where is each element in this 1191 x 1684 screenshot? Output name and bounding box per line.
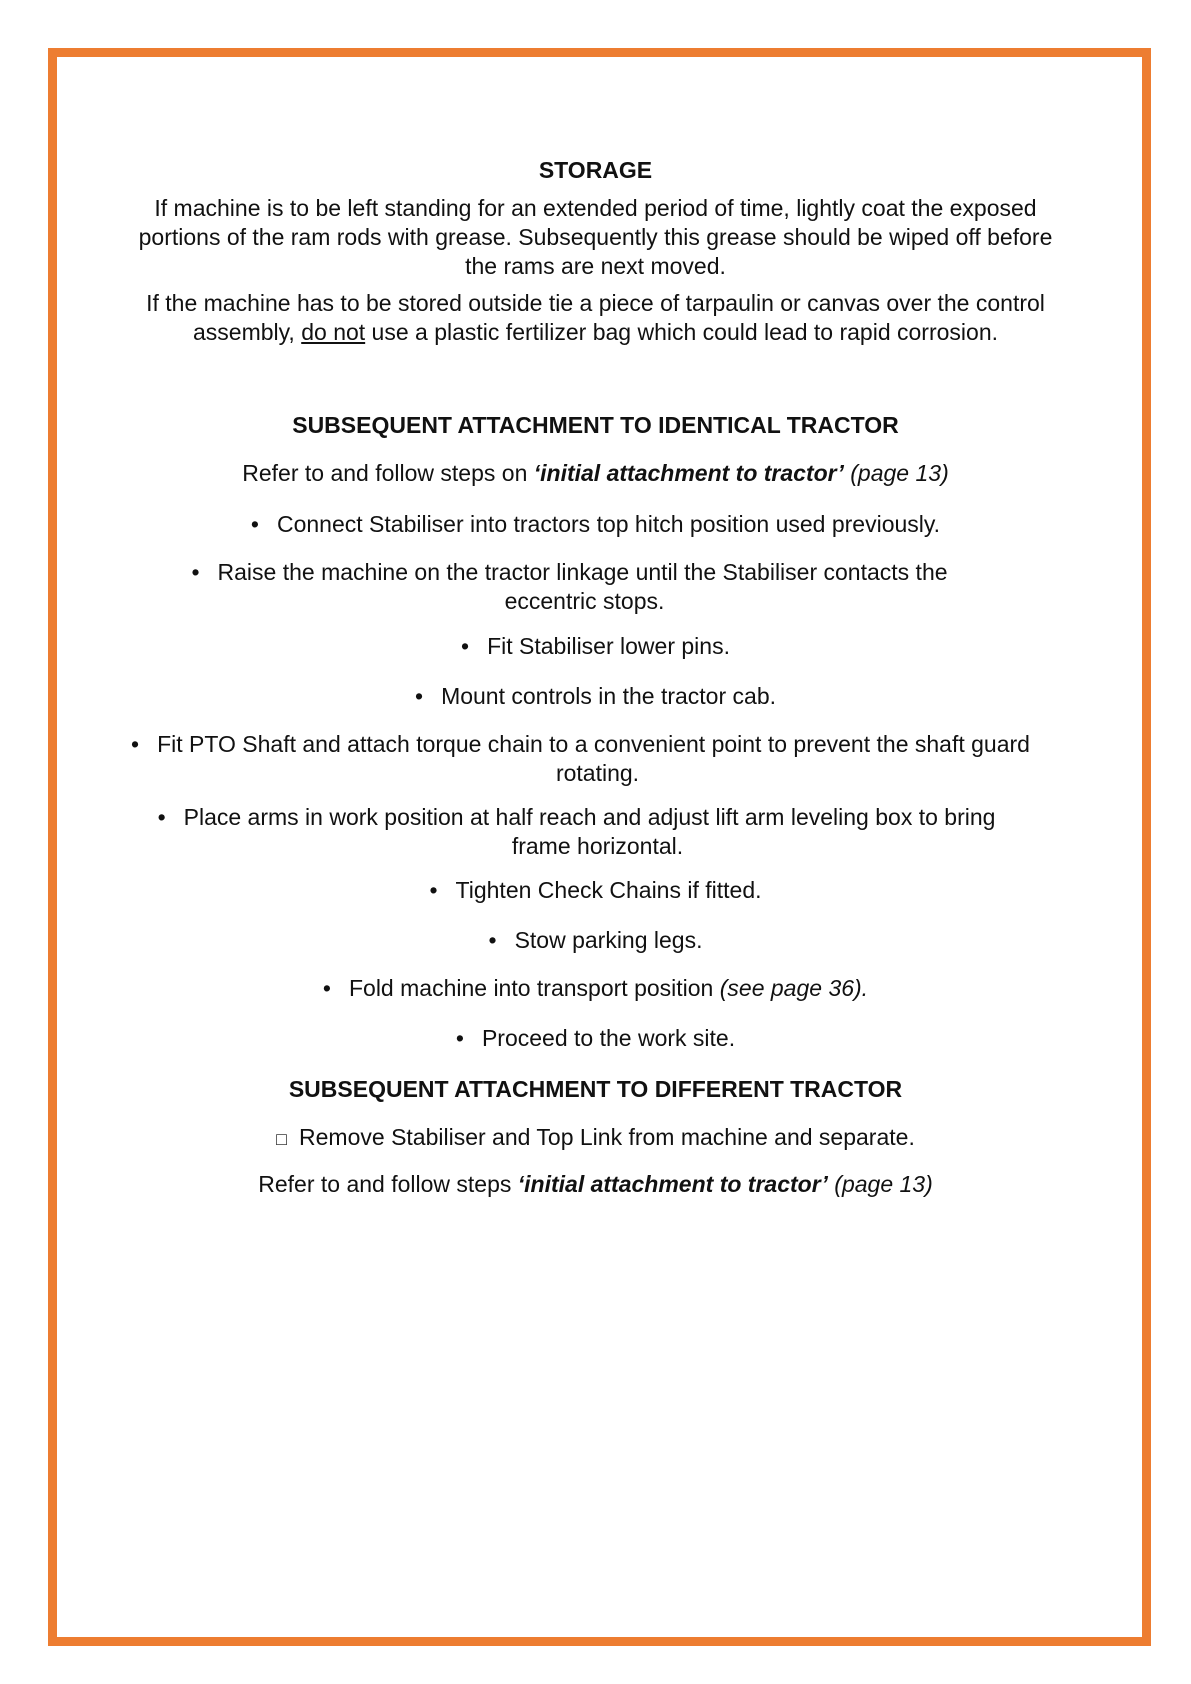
bullet-icon: • [131,731,140,757]
storage-para1-line3: the rams are next moved. [465,253,726,279]
step-text: Connect Stabiliser into tractors top hitch position used previously. [276,511,941,537]
storage-heading: STORAGE [538,157,653,183]
do-not-emphasis: do not [301,319,366,345]
identical-tractor-heading: SUBSEQUENT ATTACHMENT TO IDENTICAL TRACTOR [292,412,899,438]
different-refer-line [0,1170,1191,1199]
refer-title: ‘initial attachment to tractor’ [533,460,844,486]
step-mount-controls [0,682,1191,711]
step-tighten-check-chains [0,876,1191,905]
refer-text: Refer to and follow steps on [242,460,534,486]
storage-para1-line1: If machine is to be left standing for an extended period of time, lightly coat the exposed [154,195,1037,221]
storage-para2-text-a: assembly, [193,319,302,345]
storage-para1-line2: portions of the ram rods with grease. Subsequently this grease should be wiped off before [138,224,1053,250]
step-text-continued: frame horizontal. [511,833,684,859]
storage-para2-line2 [0,318,1191,347]
bullet-icon: • [488,927,497,953]
bullet-icon: • [455,1025,464,1051]
storage-para2-line1: If the machine has to be stored outside tie a piece of tarpaulin or canvas over the control [146,290,1045,316]
step-text: Proceed to the work site. [481,1025,736,1051]
step-place-arms [0,803,1191,861]
identical-refer-line [0,459,1191,488]
refer-page: (page 13) [843,460,949,486]
step-text: Mount controls in the tractor cab. [441,683,776,709]
step-raise-machine [0,558,1191,616]
bullet-icon: • [322,975,331,1001]
storage-para2-text-c: use a plastic fertilizer bag which could lead to rapid corrosion. [365,319,998,345]
refer-page: (page 13) [827,1171,933,1197]
different-tractor-heading: SUBSEQUENT ATTACHMENT TO DIFFERENT TRACTOR [288,1076,903,1102]
bullet-icon: • [415,683,424,709]
step-connect-stabiliser [0,510,1191,539]
step-page-ref: (see page 36). [719,975,869,1001]
bullet-icon: • [461,633,470,659]
step-proceed-to-site [0,1024,1191,1053]
step-text: Fit PTO Shaft and attach torque chain to a convenient point to prevent the shaft guard [157,731,1030,757]
step-remove-stabiliser [0,1123,1191,1154]
checkbox-icon: □ [276,1129,288,1149]
step-text: Fold machine into transport position [348,975,720,1001]
step-text: Stow parking legs. [514,927,703,953]
step-fit-pto-shaft [0,730,1191,788]
storage-paragraph-2 [0,289,1191,347]
step-text: Tighten Check Chains if fitted. [455,877,762,903]
step-text: Remove Stabiliser and Top Link from machine and separate. [299,1124,915,1150]
refer-title: ‘initial attachment to tractor’ [517,1171,828,1197]
step-text-continued: rotating. [555,760,640,786]
step-fit-lower-pins [0,632,1191,661]
bullet-icon: • [429,877,438,903]
step-text: Place arms in work position at half reach and adjust lift arm leveling box to bring [183,804,996,830]
storage-paragraph-1 [0,194,1191,281]
step-text: Fit Stabiliser lower pins. [487,633,730,659]
refer-text: Refer to and follow steps [258,1171,518,1197]
bullet-icon: • [157,804,166,830]
step-fold-machine [0,974,1191,1003]
step-text-continued: eccentric stops. [504,588,665,614]
step-text: Raise the machine on the tractor linkage until the Stabiliser contacts the [217,559,948,585]
bullet-icon: • [250,511,259,537]
bullet-icon: • [191,559,200,585]
step-stow-parking-legs [0,926,1191,955]
